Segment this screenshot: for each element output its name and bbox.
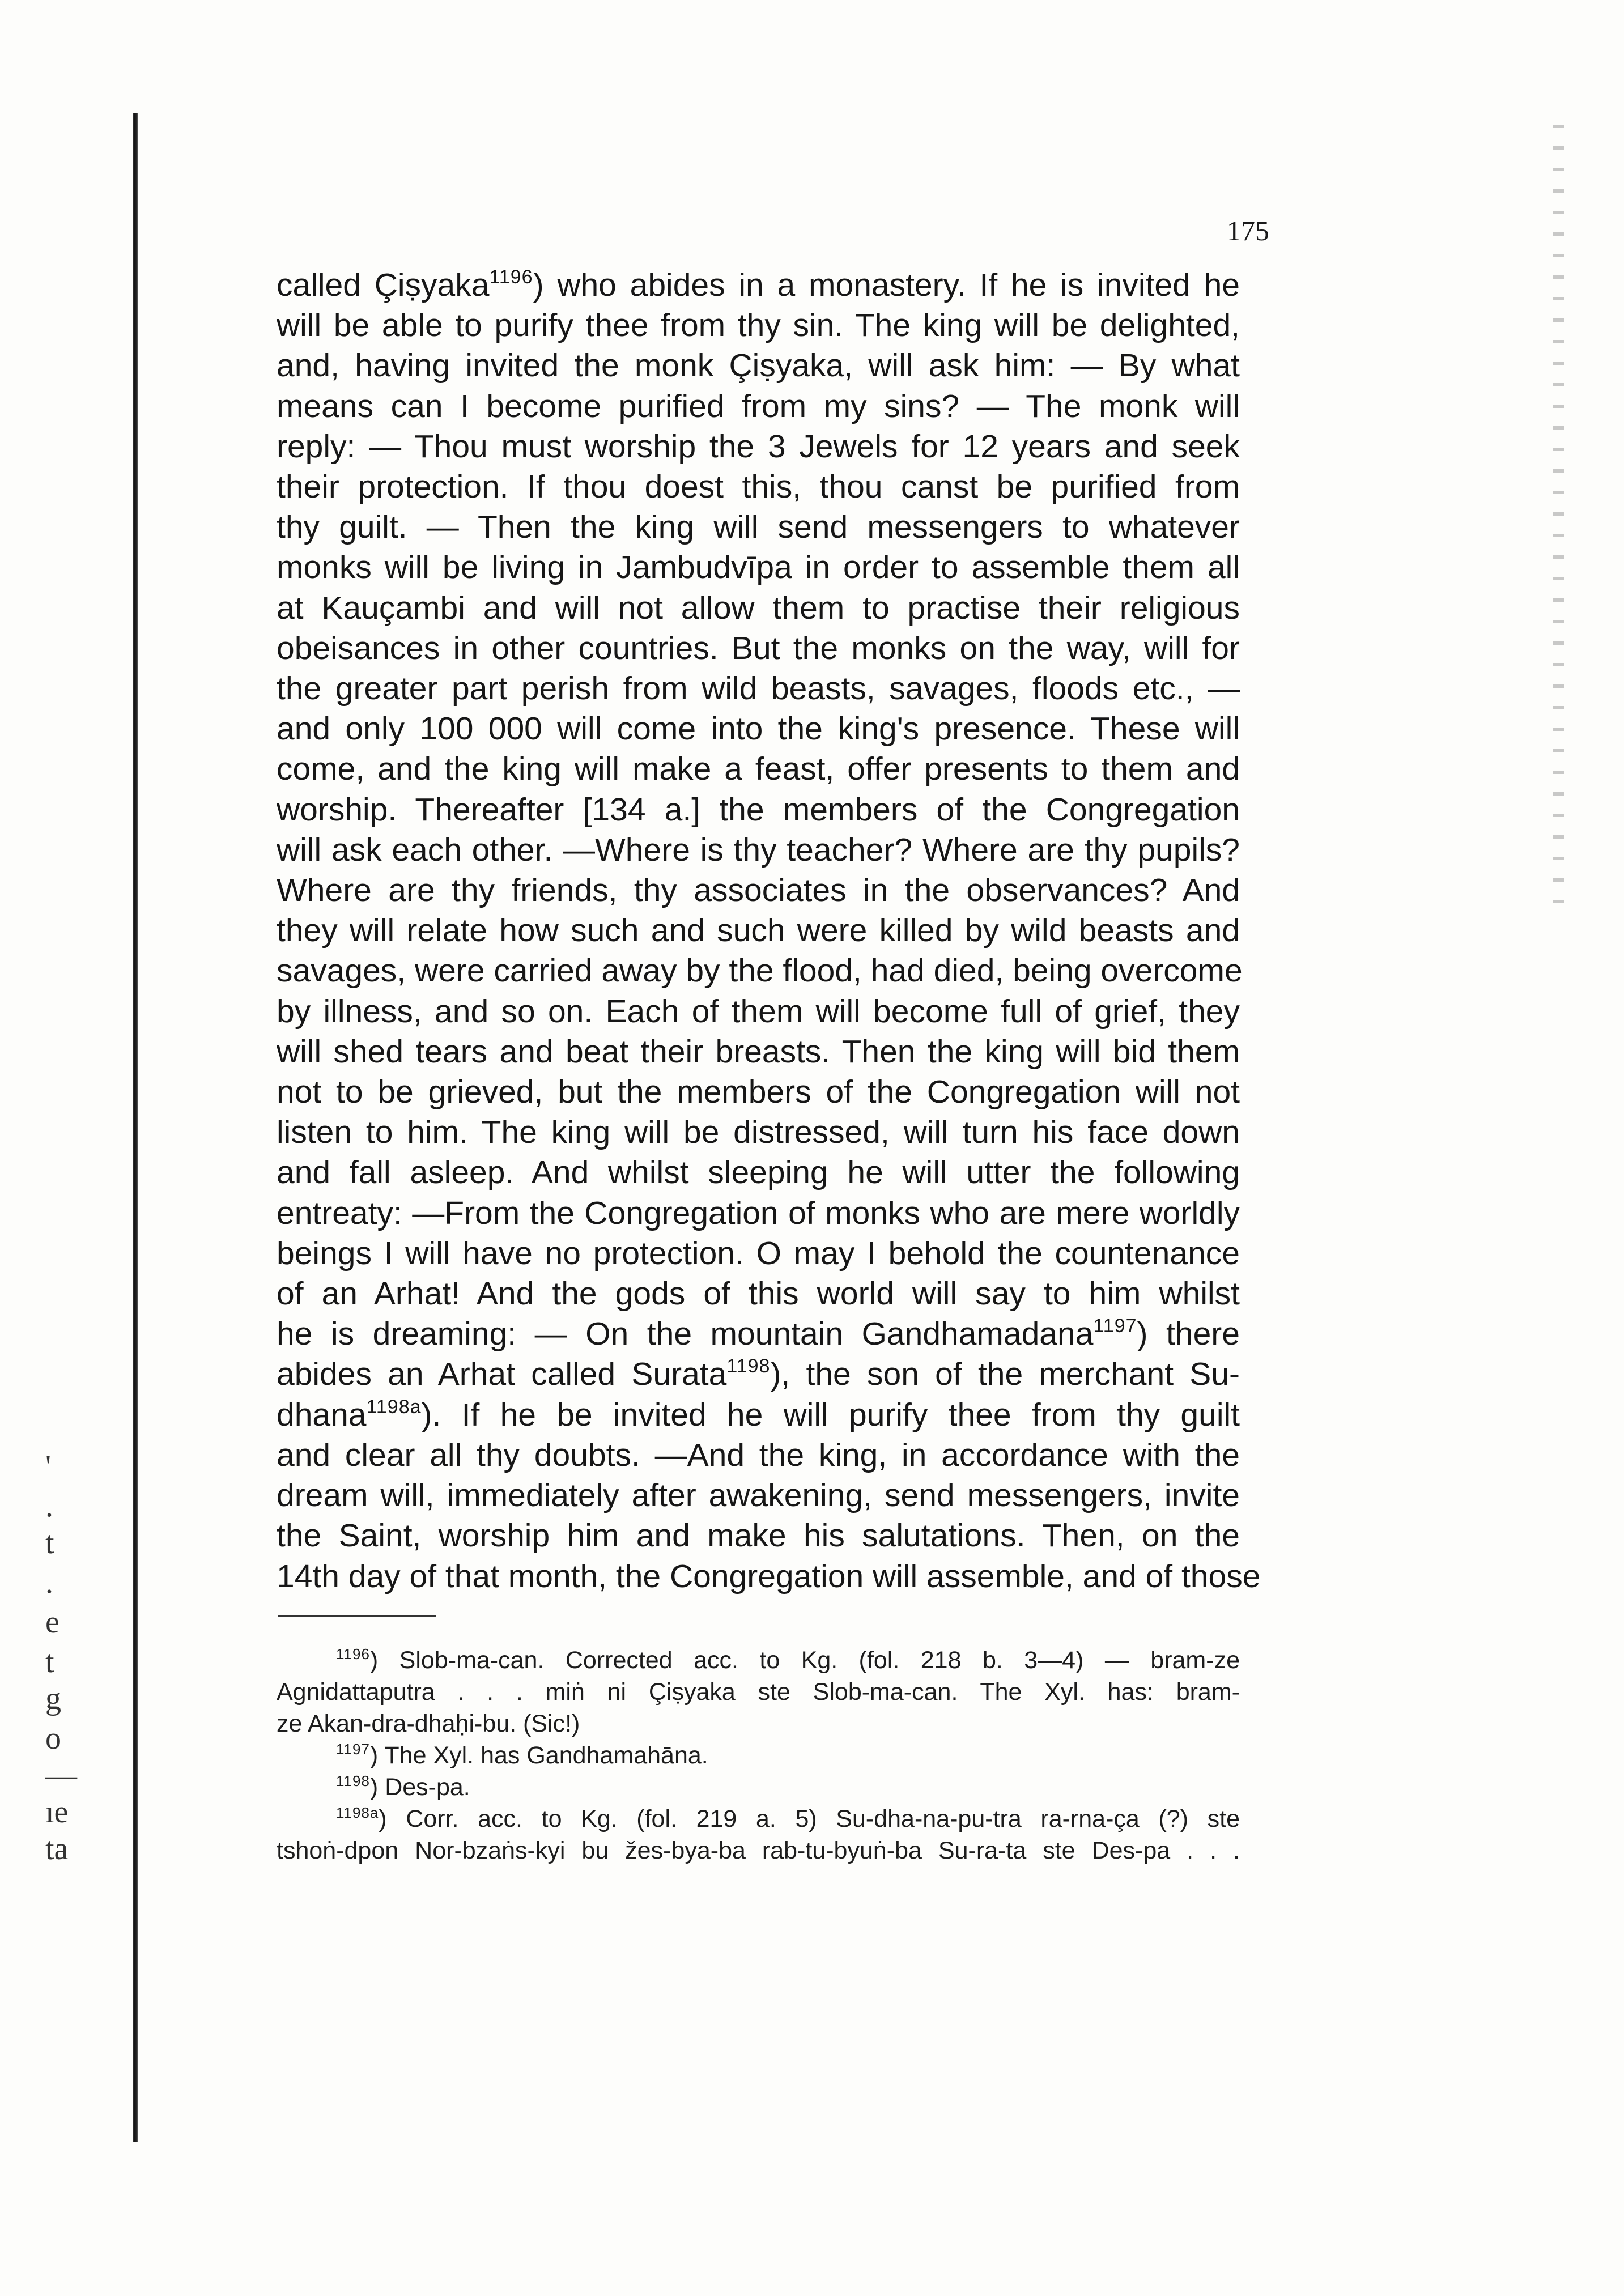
text-line: dream will, immediately after awakening, send messengers, invite bbox=[277, 1477, 1240, 1514]
text-line: he is dreaming: — On the mountain Gandhamadana$^{1197}$) there bbox=[277, 1315, 1240, 1353]
text-line: of an Arhat! And the gods of this world will say to him whilst bbox=[277, 1275, 1240, 1312]
margin-fragment: ' bbox=[45, 1449, 52, 1484]
footnote-marker: 1196 bbox=[336, 1646, 370, 1663]
text-line: the Saint, worship him and make his salutations. Then, on the bbox=[277, 1517, 1240, 1554]
page-binding-edge bbox=[133, 113, 138, 2142]
footnote-marker: 1198 bbox=[336, 1772, 370, 1789]
text-line: the greater part perish from wild beasts, savages, floods etc., — bbox=[277, 670, 1240, 707]
text-line: Where are thy friends, thy associates in the observances? And bbox=[277, 872, 1240, 909]
text-line: beings I will have no protection. O may I behold the countenance bbox=[277, 1235, 1240, 1272]
text-line: dhana$^{1198a}$). If he be invited he will purify thee from thy guilt bbox=[277, 1396, 1240, 1433]
text-line: come, and the king will make a feast, offer presents to them and bbox=[277, 751, 1240, 788]
footnote-rule bbox=[278, 1615, 436, 1617]
text-line: worship. Thereafter [134 a.] the members of the Congregation bbox=[277, 791, 1240, 828]
text-line: and, having invited the monk Çiṣyaka, will ask him: — By what bbox=[277, 347, 1240, 384]
margin-fragment: o bbox=[45, 1721, 61, 1756]
text-line: will ask each other. —Where is thy teacher? Where are thy pupils? bbox=[277, 831, 1240, 868]
text-line: listen to him. The king will be distressed, will turn his face down bbox=[277, 1114, 1240, 1151]
text-line: monks will be living in Jambudvīpa in order to assemble them all bbox=[277, 549, 1240, 586]
body-text bbox=[277, 265, 1261, 1597]
margin-fragment: e bbox=[45, 1605, 59, 1640]
text-line: they will relate how such and such were killed by wild beasts and bbox=[277, 912, 1240, 949]
text-line: and only 100 000 will come into the king's presence. These will bbox=[277, 711, 1240, 747]
footnote-1198a: $^{1198a}$) Corr. acc. to Kg. (fol. 219 a. 5) Su-dha-na-pu-tra ra-rna-ça (?) ste bbox=[336, 1804, 1240, 1832]
margin-fragment: . bbox=[45, 1565, 53, 1600]
footnote-1197: $^{1197}$) The Xyl. has Gandhamahāna. bbox=[336, 1741, 708, 1769]
text-line: called Çiṣyaka$^{1196}$) who abides in a monastery. If he is invited he bbox=[277, 266, 1240, 303]
margin-fragment: g bbox=[45, 1681, 61, 1716]
text-line: savages, were carried away by the flood, had died, being overcome bbox=[277, 953, 1243, 989]
margin-fragment: ıe bbox=[45, 1795, 69, 1830]
text-line: entreaty: —From the Congregation of monks who are mere worldly bbox=[277, 1194, 1240, 1231]
text-line: at Kauçambi and will not allow them to practise their religious bbox=[277, 589, 1240, 626]
margin-fragment: t bbox=[45, 1525, 54, 1561]
footnote-1196: $^{1196}$) Slob-ma-can. Corrected acc. to Kg. (fol. 218 b. 3—4) — bram-ze bbox=[336, 1646, 1240, 1674]
footnote-ref: 1198a bbox=[366, 1396, 422, 1418]
text-line: abides an Arhat called Surata$^{1198}$), the son of the merchant Su- bbox=[277, 1355, 1240, 1393]
footnote-line: Agnidattaputra . . . miṅ ni Çiṣyaka ste Slob-ma-can. The Xyl. has: bram- bbox=[277, 1678, 1240, 1706]
margin-fragment: . bbox=[45, 1489, 53, 1524]
page-number: 175 bbox=[1227, 215, 1269, 246]
text-line: will be able to purify thee from thy sin. The king will be delighted, bbox=[277, 307, 1240, 344]
text-line: 14th day of that month, the Congregation will assemble, and of those bbox=[277, 1558, 1261, 1595]
margin-fragment: — bbox=[45, 1758, 77, 1793]
text-line: reply: — Thou must worship the 3 Jewels for 12 years and seek bbox=[277, 428, 1240, 465]
footnotes bbox=[277, 1644, 1240, 1866]
footnote-ref: 1196 bbox=[489, 266, 533, 288]
text-line: their protection. If thou doest this, thou canst be purified from bbox=[277, 469, 1240, 505]
footnote-1198: $^{1198}$) Des-pa. bbox=[336, 1772, 470, 1801]
margin-fragment: t bbox=[45, 1644, 54, 1680]
text-line: not to be grieved, but the members of the Congregation will not bbox=[277, 1074, 1240, 1111]
footnote-marker: 1198a bbox=[336, 1804, 379, 1821]
margin-fragment: ta bbox=[45, 1831, 69, 1866]
footnote-ref: 1198 bbox=[726, 1355, 771, 1377]
text-line: thy guilt. — Then the king will send messengers to whatever bbox=[277, 509, 1240, 546]
text-line: and fall asleep. And whilst sleeping he will utter the following bbox=[277, 1154, 1240, 1191]
footnote-ref: 1197 bbox=[1093, 1315, 1137, 1337]
text-line: and clear all thy doubts. —And the king, in accordance with the bbox=[277, 1436, 1240, 1473]
text-line: obeisances in other countries. But the monks on the way, will for bbox=[277, 630, 1240, 666]
footnote-line: ze Akan-dra-dhaḥi-bu. (Sic!) bbox=[277, 1710, 580, 1737]
text-line: by illness, and so on. Each of them will become full of grief, they bbox=[277, 993, 1240, 1030]
footnote-marker: 1197 bbox=[336, 1741, 370, 1758]
footnote-line: tshoṅ-dpon Nor-bzaṅs-kyi bu žes-bya-ba rab-tu-byuṅ-ba Su-ra-ta ste Des-pa . . . bbox=[277, 1837, 1240, 1864]
text-line: means can I become purified from my sins? — The monk will bbox=[277, 388, 1240, 424]
text-line: will shed tears and beat their breasts. Then the king will bid them bbox=[277, 1033, 1240, 1070]
right-margin-speckle bbox=[1553, 125, 1564, 918]
